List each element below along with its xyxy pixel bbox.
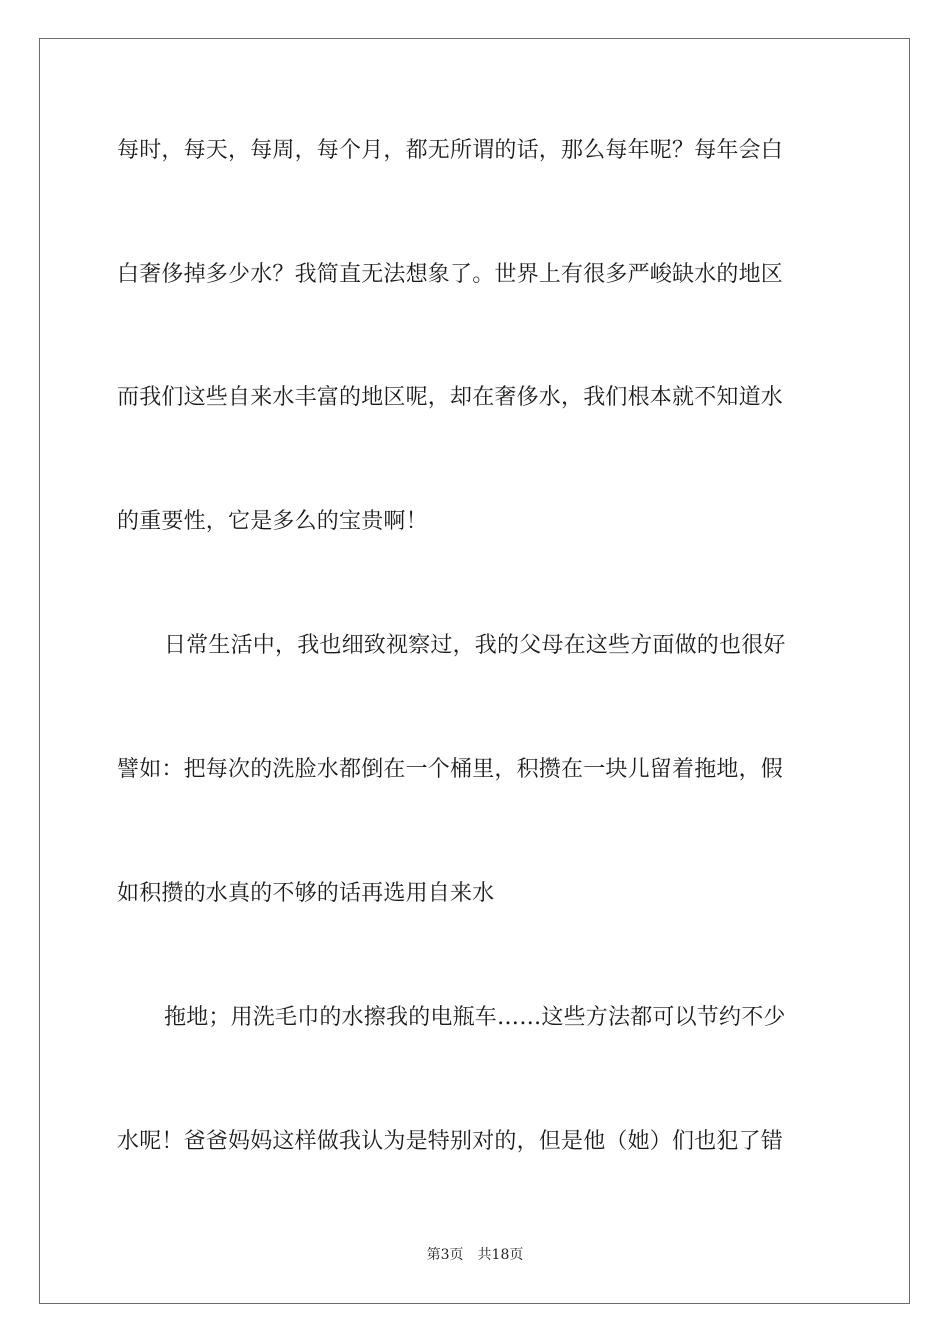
text-line-4: 的重要性，它是多么的宝贵啊！ bbox=[117, 509, 428, 534]
page-number-current: 第3页 bbox=[426, 1247, 464, 1263]
text-line-6: 譬如：把每次的洗脸水都倒在一个桶里，积攒在一块儿留着拖地，假 bbox=[117, 757, 784, 782]
text-line-5-paragraph-start: 日常生活中，我也细致视察过，我的父母在这些方面做的也很好 bbox=[164, 633, 786, 658]
page-number-total: 共18页 bbox=[477, 1247, 524, 1263]
text-line-9: 水呢！爸爸妈妈这样做我认为是特别对的，但是他（她）们也犯了错 bbox=[117, 1129, 784, 1154]
text-line-1: 每时，每天，每周，每个月，都无所谓的话，那么每年呢？每年会白 bbox=[117, 138, 784, 163]
text-line-7: 如积攒的水真的不够的话再选用自来水 bbox=[117, 881, 495, 906]
text-line-2: 白奢侈掉多少水？我简直无法想象了。世界上有很多严峻缺水的地区 bbox=[117, 262, 784, 287]
page-footer bbox=[0, 1245, 950, 1265]
page-border bbox=[39, 38, 910, 1304]
text-line-8-paragraph-start: 拖地；用洗毛巾的水擦我的电瓶车……这些方法都可以节约不少 bbox=[164, 1005, 786, 1030]
text-line-3: 而我们这些自来水丰富的地区呢，却在奢侈水，我们根本就不知道水 bbox=[117, 385, 784, 410]
